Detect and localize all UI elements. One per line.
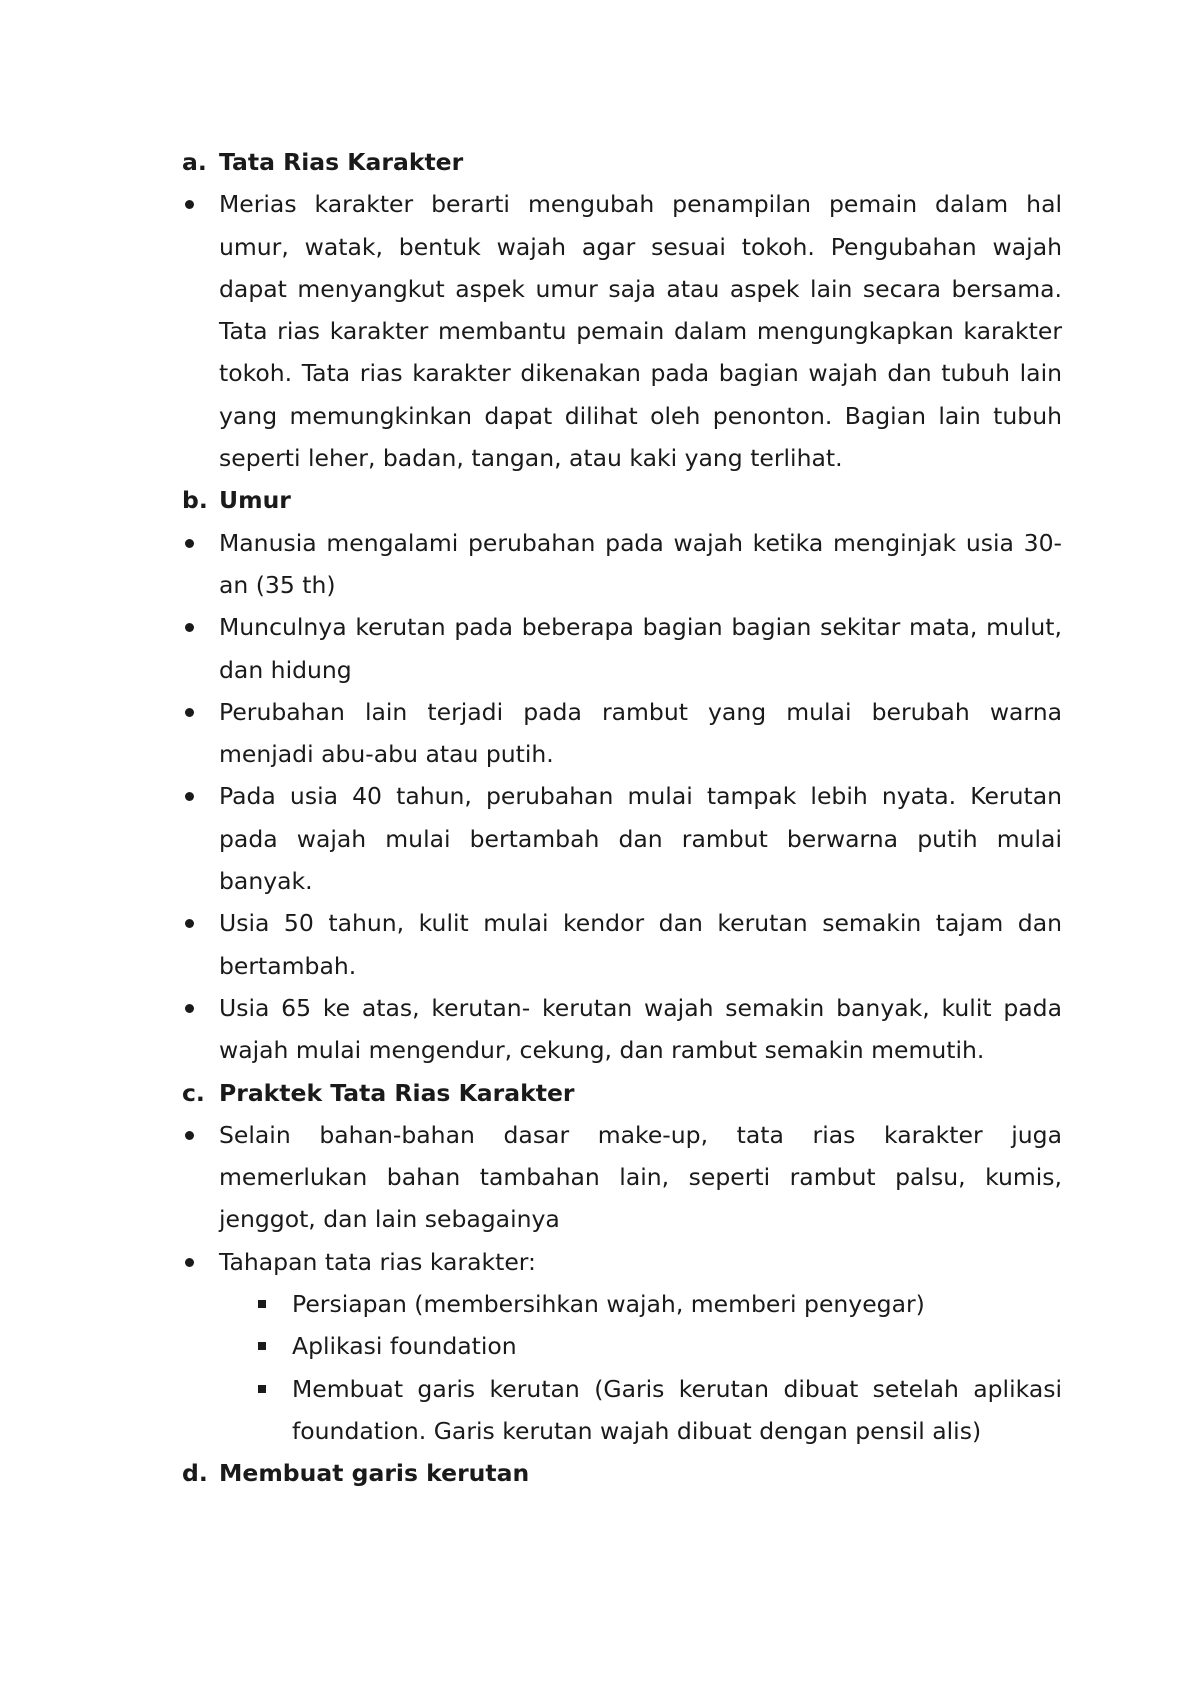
bullet-icon: [185, 1004, 194, 1013]
list-item: [182, 775, 1062, 902]
square-bullet-icon: [258, 1300, 266, 1308]
bullet-icon: [185, 1258, 194, 1267]
list-item-text: Selain bahan-bahan dasar make-up, tata rias karakter juga memerlukan bahan tambahan lain, seperti rambut palsu, kumis, jenggot, dan lain sebagainya: [219, 1120, 1062, 1234]
list-item: [182, 691, 1062, 776]
square-bullet-icon: [258, 1342, 266, 1350]
sub-list-item: [182, 1368, 1062, 1453]
section-a-title: Tata Rias Karakter: [219, 148, 464, 176]
bullet-icon: [185, 539, 194, 548]
bullet-icon: [185, 708, 194, 717]
section-b-heading: [182, 479, 1062, 521]
list-item: [182, 183, 1062, 479]
sub-list-item: [182, 1283, 1062, 1325]
sub-list-item: [182, 1325, 1062, 1367]
list-item-text: Perubahan lain terjadi pada rambut yang mulai berubah warna menjadi abu-abu atau putih.: [219, 697, 1062, 769]
list-item: [182, 522, 1062, 607]
section-d-title: Membuat garis kerutan: [219, 1459, 530, 1488]
bullet-icon: [185, 1131, 194, 1140]
section-d-heading: [182, 1452, 1062, 1494]
section-a-heading: [182, 141, 1062, 183]
section-a-letter: a.: [182, 148, 207, 176]
section-b-title: Umur: [219, 486, 291, 515]
section-c-heading: [182, 1072, 1062, 1114]
bullet-icon: [185, 623, 194, 632]
list-item-text: Munculnya kerutan pada beberapa bagian bagian sekitar mata, mulut, dan hidung: [219, 613, 1062, 684]
list-item-text: Usia 65 ke atas, kerutan- kerutan wajah semakin banyak, kulit pada wajah mulai mengendur, cekung, dan rambut semakin memutih.: [219, 993, 1062, 1065]
section-c-title: Praktek Tata Rias Karakter: [219, 1078, 575, 1107]
list-item-text: Manusia mengalami perubahan pada wajah ketika menginjak usia 30- an (35 th): [219, 528, 1062, 599]
list-item: [182, 987, 1062, 1072]
list-item-text: Merias karakter berarti mengubah penampilan pemain dalam hal umur, watak, bentuk wajah agar sesuai tokoh. Pengubahan wajah dapat menyangkut aspek umur saja atau aspek lain secara bersama. Tata rias karakter membantu pemain dalam mengungkapkan karakter tokoh. Tata rias karakter dikenakan pada bagian wajah dan tubuh lain yang memungkinkan dapat dilihat oleh penonton. Bagian lain tubuh seperti leher, badan, tangan, atau kaki yang terlihat.: [219, 190, 1062, 473]
sub-list-item-text: Aplikasi foundation: [292, 1332, 517, 1361]
section-b-letter: b.: [182, 486, 208, 515]
sub-list-item-text: Membuat garis kerutan (Garis kerutan dibuat setelah aplikasi foundation. Garis kerutan wajah dibuat dengan pensil alis): [292, 1374, 1062, 1445]
bullet-icon: [185, 200, 194, 209]
document-body: [182, 141, 1062, 1495]
list-item: [182, 1114, 1062, 1241]
list-item-text: Tahapan tata rias karakter:: [219, 1247, 536, 1276]
list-item: [182, 606, 1062, 691]
square-bullet-icon: [258, 1385, 266, 1393]
list-item: [182, 902, 1062, 987]
sub-list-item-text: Persiapan (membersihkan wajah, memberi penyegar): [292, 1290, 925, 1319]
section-c-letter: c.: [182, 1078, 205, 1107]
section-d-letter: d.: [182, 1459, 208, 1488]
bullet-icon: [185, 919, 194, 928]
list-item: [182, 1241, 1062, 1283]
list-item-text: Usia 50 tahun, kulit mulai kendor dan kerutan semakin tajam dan bertambah.: [219, 909, 1062, 980]
bullet-icon: [185, 792, 194, 801]
list-item-text: Pada usia 40 tahun, perubahan mulai tampak lebih nyata. Kerutan pada wajah mulai bertambah dan rambut berwarna putih mulai banyak.: [219, 782, 1062, 896]
